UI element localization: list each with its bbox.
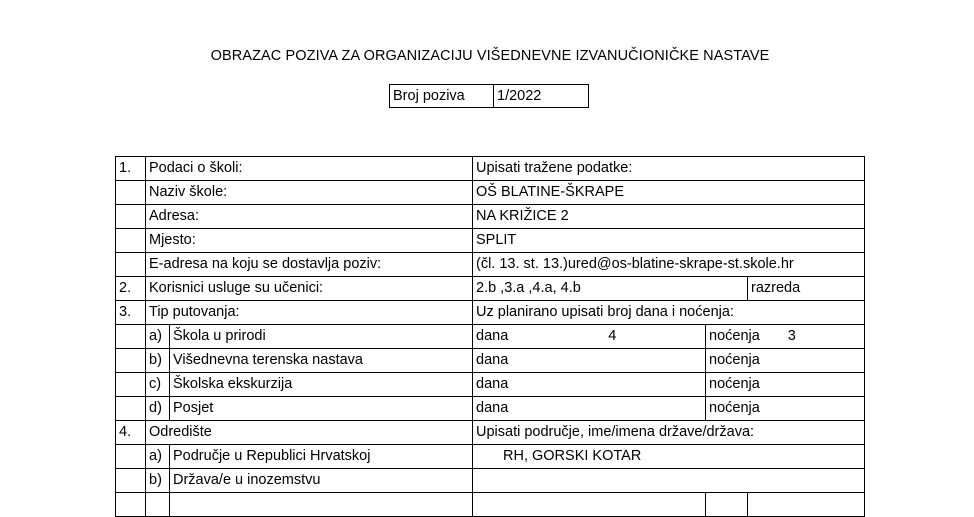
dana-label: dana [476,328,509,344]
row-number [116,205,146,229]
dana-cell [473,325,706,349]
poziv-number-box [389,84,589,108]
row-number: 2. [116,277,146,301]
row-label [170,493,473,517]
table-row [116,493,865,517]
row-value [473,493,706,517]
row-label: E-adresa na koju se dostavlja poziv: [146,253,473,277]
dana-value: 4 [608,328,617,344]
dana-cell: dana [473,397,706,421]
row-sub: b) [146,349,170,373]
table-row [116,421,865,445]
table-row [116,205,865,229]
form-table [115,156,865,517]
table-row [116,181,865,205]
row-number [116,253,146,277]
row-label: Korisnici usluge su učenici: [146,277,473,301]
row-number: 4. [116,421,146,445]
table-row [116,277,865,301]
table-row [116,397,865,421]
row-label: Višednevna terenska nastava [170,349,473,373]
row-value: Uz planirano upisati broj dana i noćenja: [473,301,865,325]
dana-cell: dana [473,349,706,373]
row-number [116,445,146,469]
row-value: Upisati područje, ime/imena države/država: [473,421,865,445]
nocenja-label: noćenja [709,328,760,344]
table-row [116,469,865,493]
row-number [116,397,146,421]
table-row [116,373,865,397]
row-number: 3. [116,301,146,325]
row-value [748,493,865,517]
row-label: Područje u Republici Hrvatskoj [170,445,473,469]
row-sub: a) [146,445,170,469]
row-sub: a) [146,325,170,349]
row-value: Upisati tražene podatke: [473,157,865,181]
row-number [116,373,146,397]
nocenja-value: 3 [787,328,796,344]
row-value [706,493,748,517]
row-label: Škola u prirodi [170,325,473,349]
dana-cell: dana [473,373,706,397]
row-number [116,469,146,493]
table-row [116,325,865,349]
table-row [116,229,865,253]
row-label: Mjesto: [146,229,473,253]
nocenja-cell [706,325,865,349]
row-value: 2.b ,3.a ,4.a, 4.b [473,277,748,301]
table-row [116,445,865,469]
row-number [116,493,146,517]
row-label: Školska ekskurzija [170,373,473,397]
row-number [116,229,146,253]
table-row [116,157,865,181]
row-value: SPLIT [473,229,865,253]
row-label: Posjet [170,397,473,421]
poziv-label: Broj poziva [390,85,494,107]
poziv-value: 1/2022 [497,88,542,104]
row-value: (čl. 13. st. 13.)ured@os-blatine-skrape-st.skole.hr [473,253,865,277]
nocenja-cell: noćenja [706,349,865,373]
nocenja-cell: noćenja [706,373,865,397]
table-row [116,301,865,325]
row-number: 1. [116,157,146,181]
row-label: Adresa: [146,205,473,229]
nocenja-cell: noćenja [706,397,865,421]
row-value: RH, GORSKI KOTAR [473,445,865,469]
row-number [116,325,146,349]
row-label: Naziv škole: [146,181,473,205]
row-value: NA KRIŽICE 2 [473,205,865,229]
row-number [116,349,146,373]
table-row [116,253,865,277]
row-sub: c) [146,373,170,397]
row-sub: b) [146,469,170,493]
table-row [116,349,865,373]
row-suffix: razreda [748,277,865,301]
row-sub: d) [146,397,170,421]
row-value [473,469,865,493]
row-label: Tip putovanja: [146,301,473,325]
document-title: OBRAZAC POZIVA ZA ORGANIZACIJU VIŠEDNEVNE IZVANUČIONIČKE NASTAVE [210,48,770,64]
row-label: Država/e u inozemstvu [170,469,473,493]
row-label: Podaci o školi: [146,157,473,181]
row-label: Odredište [146,421,473,445]
row-sub [146,493,170,517]
row-value: OŠ BLATINE-ŠKRAPE [473,181,865,205]
row-number [116,181,146,205]
